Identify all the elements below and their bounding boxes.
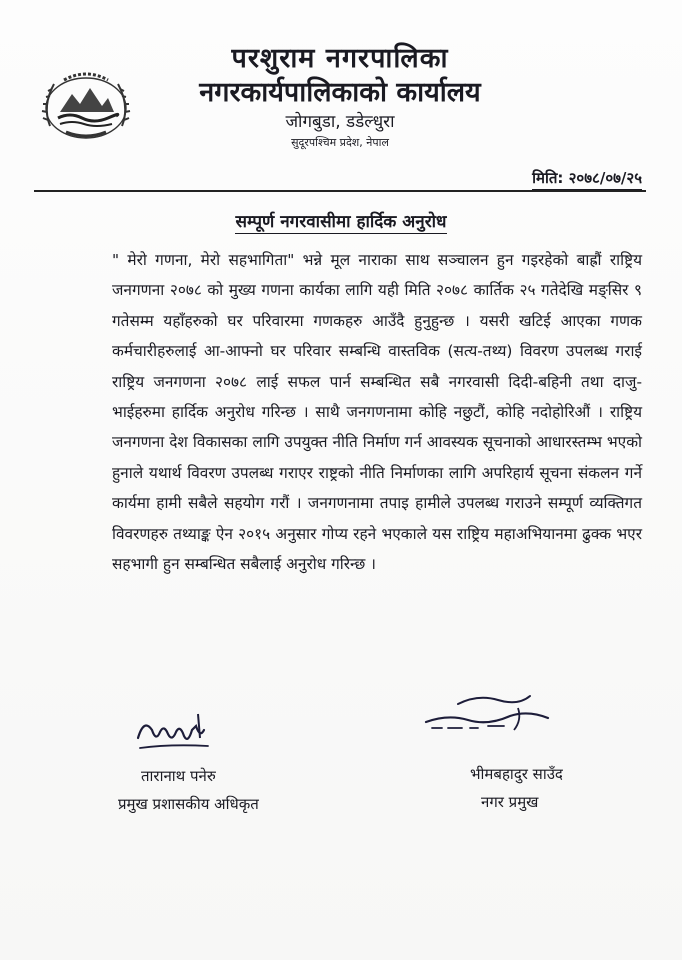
office-location: जोगबुडा, डडेल्धुरा	[285, 112, 395, 132]
signature-right-icon	[418, 690, 568, 738]
signatory-left-title: प्रमुख प्रशासकीय अधिकृत	[118, 795, 259, 813]
signatory-right-title: नगर प्रमुख	[481, 793, 539, 811]
department-name: नगरकार्यपालिकाको कार्यालय	[199, 77, 481, 108]
signatory-left-name: तारानाथ पनेरु	[141, 767, 216, 785]
letter-body	[112, 245, 642, 579]
body-paragraph: " मेरो गणना, मेरो सहभागिता" भन्ने मूल नाराका साथ सञ्चालन हुन गइरहेको बाह्रौं राष्ट्रिय जनगणना २०७८ को मुख्य गणना कार्यका लागि यही मिति २०७८ कार्तिक २५ गतेदेखि मङ्सिर ९ गतेसम्म यहाँहरुको घर परिवारमा गणकहरु आउँदै हुनुहुन्छ । यसरी खटिई आएका गणक कर्मचारीहरुलाई आ-आफ्नो घर परिवार सम्बन्धि वास्तविक (सत्य-तथ्य) विवरण उपलब्ध गराई राष्ट्रिय जनगणना २०७८ लाई सफल पार्न सम्बन्धित सबै नगरवासी दिदी-बहिनी तथा दाजु-भाईहरुमा हार्दिक अनुरोध गरिन्छ । साथै जनगणनामा कोहि नछुटौं, कोहि नदोहोरिऔं । राष्ट्रिय जनगणना देश विकासका लागि उपयुक्त नीति निर्माण गर्न आवस्यक सूचनाको आधारस्तम्भ भएको हुनाले यथार्थ विवरण उपलब्ध गराएर राष्ट्रको नीति निर्माणका लागि अपरिहार्य सूचना संकलन गर्ने कार्यमा हामी सबैले सहयोग गरौं । जनगणनामा तपाइ हामीले उपलब्ध गराउने सम्पूर्ण व्यक्तिगत विवरणहरु तथ्याङ्क ऐन २०१५ अनुसार गोप्य रहने भएकाले यस राष्ट्रिय महाअभियानमा ढुक्क भएर सहभागी हुन सम्बन्धित सबैलाई अनुरोध गरिन्छ ।	[112, 251, 643, 574]
subject-text: सम्पूर्ण नगरवासीमा हार्दिक अनुरोध	[235, 212, 447, 232]
office-name: परशुराम नगरपालिका	[231, 43, 449, 74]
header-divider	[34, 190, 646, 192]
signatory-right-name: भीमबहादुर साउँद	[470, 765, 563, 783]
signature-left-icon	[130, 708, 220, 756]
subject-heading	[0, 209, 682, 232]
document-date: मिति: २०७८/०७/२५	[532, 168, 642, 190]
office-province: सुदूरपश्चिम प्रदेश, नेपाल	[291, 136, 389, 149]
